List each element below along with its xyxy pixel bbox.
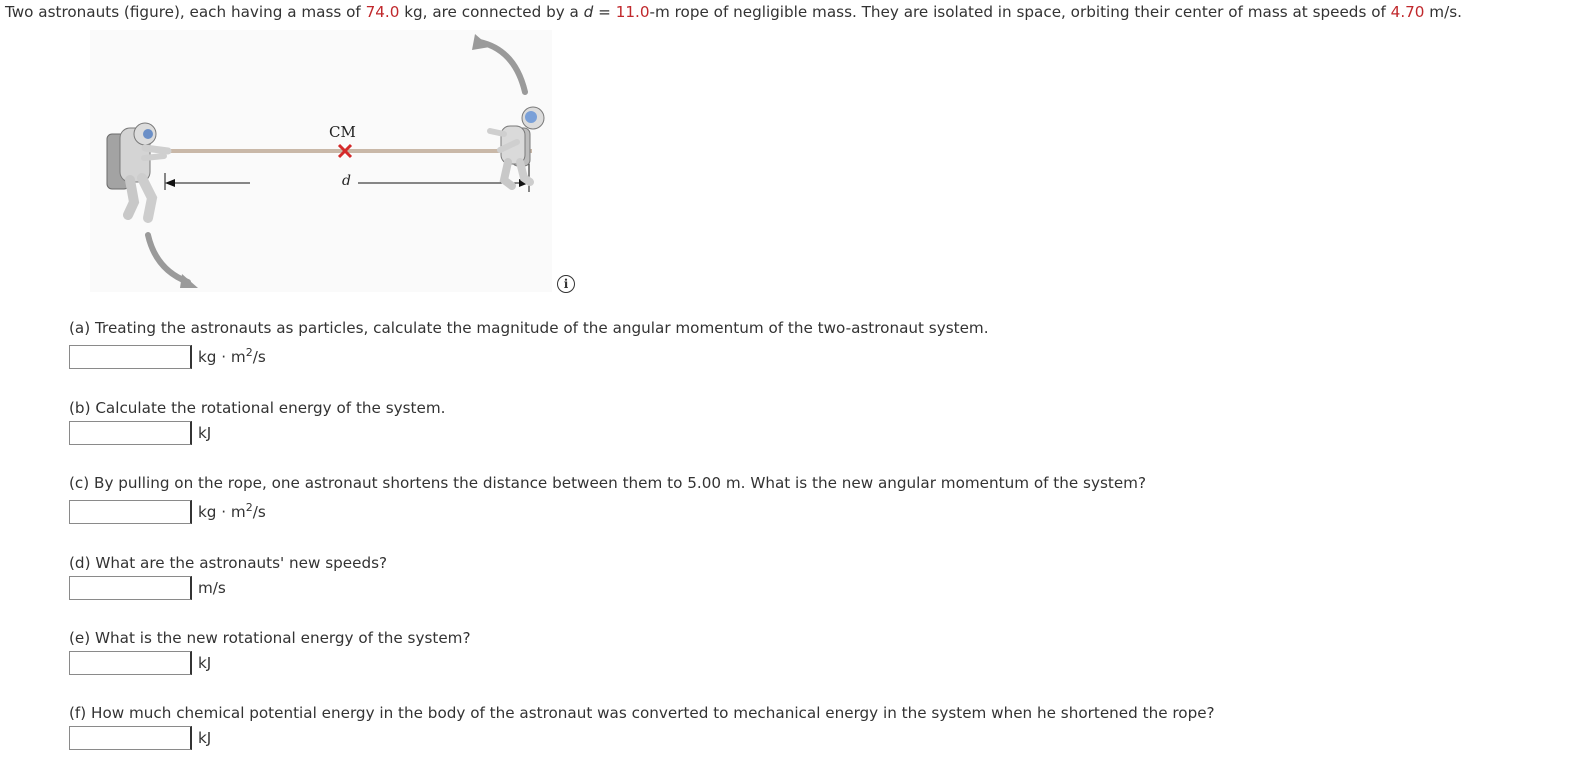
intro-text-2: kg, are connected by a [399,3,584,21]
astronaut-figure [90,30,552,292]
intro-text-1: Two astronauts (figure), each having a mass of [5,3,366,21]
answer-input-d[interactable] [69,576,192,600]
intro-text-4: -m rope of negligible mass. They are isolated in space, orbiting their center of mass at speeds of [649,3,1391,21]
unit-c-main: kg · m [198,503,246,521]
question-c-label: (c) By pulling on the rope, one astronaut shortens the distance between them to 5.00 m. What is the new angular momentum of the system? [69,474,1147,492]
question-d-label: (d) What are the astronauts' new speeds? [69,554,388,572]
question-b-label: (b) Calculate the rotational energy of the system. [69,399,446,417]
question-f-label: (f) How much chemical potential energy in the body of the astronaut was converted to mechanical energy in the system when he shortened the rope? [69,704,1215,722]
info-icon[interactable]: i [557,275,575,293]
unit-a [198,346,266,368]
unit-c-sup: 2 [245,501,253,514]
intro-text-3: = [593,3,616,21]
rope-length-value: 11.0 [615,3,650,21]
unit-c-tail: /s [252,503,266,521]
problem-statement [5,2,1590,22]
speed-value: 4.70 [1390,3,1425,21]
unit-f: kJ [198,729,212,747]
cm-label: CM [329,123,356,141]
figure-background [90,30,552,292]
unit-a-tail: /s [252,348,266,366]
answer-input-e[interactable] [69,651,192,675]
figure-drawing [90,30,552,292]
unit-d: m/s [198,579,226,597]
answer-input-a[interactable] [69,345,192,369]
d-variable: d [583,3,594,21]
d-label: d [342,173,351,189]
question-e-label: (e) What is the new rotational energy of the system? [69,629,471,647]
unit-a-main: kg · m [198,348,246,366]
mass-value: 74.0 [365,3,400,21]
unit-c [198,501,266,523]
answer-input-f[interactable] [69,726,192,750]
intro-text-5: m/s. [1424,3,1462,21]
answer-input-c[interactable] [69,500,192,524]
unit-b: kJ [198,424,212,442]
unit-a-sup: 2 [245,346,253,359]
answer-input-b[interactable] [69,421,192,445]
question-a-label: (a) Treating the astronauts as particles, calculate the magnitude of the angular momentum of the two-astronaut system. [69,319,989,337]
unit-e: kJ [198,654,212,672]
